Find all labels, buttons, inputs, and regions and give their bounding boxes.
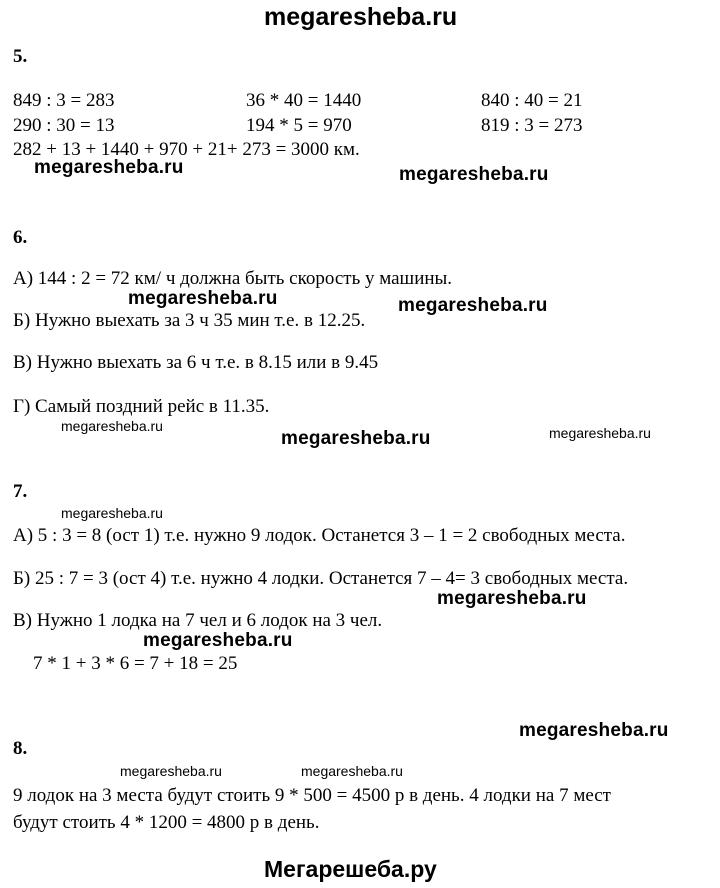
task-7-b: Б) 25 : 7 = 3 (ост 4) т.е. нужно 4 лодки. Останется 7 – 4= 3 свободных места. xyxy=(13,568,629,589)
task-5-r1c2: 36 * 40 = 1440 xyxy=(246,90,362,111)
task-7-a: А) 5 : 3 = 8 (ост 1) т.е. нужно 9 лодок. Останется 3 – 1 = 2 свободных места. xyxy=(13,525,626,546)
task-7-c: В) Нужно 1 лодка на 7 чел и 6 лодок на 3 чел. xyxy=(13,610,383,631)
task-8-line1: 9 лодок на 3 места будут стоить 9 * 500 = 4500 р в день. 4 лодки на 7 мест xyxy=(13,785,611,806)
watermark: megaresheba.ru xyxy=(281,428,431,449)
task-5-number: 5. xyxy=(13,46,28,67)
watermark: megaresheba.ru xyxy=(398,295,548,316)
task-5-r1c3: 840 : 40 = 21 xyxy=(481,90,583,111)
watermark: megaresheba.ru xyxy=(34,157,184,178)
site-header: megaresheba.ru xyxy=(264,3,458,31)
watermark: megaresheba.ru xyxy=(120,763,222,779)
task-6-b: Б) Нужно выехать за 3 ч 35 мин т.е. в 12.25. xyxy=(13,310,366,331)
watermark: megaresheba.ru xyxy=(143,630,293,651)
task-7-calc: 7 * 1 + 3 * 6 = 7 + 18 = 25 xyxy=(33,653,238,674)
task-6-number: 6. xyxy=(13,227,28,248)
task-6-d: Г) Самый поздний рейс в 11.35. xyxy=(13,396,270,417)
task-7-number: 7. xyxy=(13,481,28,502)
task-5-r2c3: 819 : 3 = 273 xyxy=(481,115,583,136)
watermark: megaresheba.ru xyxy=(549,425,651,441)
watermark: megaresheba.ru xyxy=(301,763,403,779)
task-6-c: В) Нужно выехать за 6 ч т.е. в 8.15 или в 9.45 xyxy=(13,352,379,373)
task-5-r1c1: 849 : 3 = 283 xyxy=(13,90,115,111)
task-5-r2c1: 290 : 30 = 13 xyxy=(13,115,115,136)
task-5-r2c2: 194 * 5 = 970 xyxy=(246,115,352,136)
watermark: megaresheba.ru xyxy=(437,588,587,609)
task-5-sum: 282 + 13 + 1440 + 970 + 21+ 273 = 3000 км. xyxy=(13,139,360,160)
task-8-line2: будут стоить 4 * 1200 = 4800 р в день. xyxy=(13,812,320,833)
watermark: megaresheba.ru xyxy=(519,720,669,741)
watermark: megaresheba.ru xyxy=(61,418,163,434)
watermark: megaresheba.ru xyxy=(128,288,278,309)
site-footer: Мегарешеба.ру xyxy=(264,856,437,882)
task-6-a: А) 144 : 2 = 72 км/ ч должна быть скорость у машины. xyxy=(13,268,453,289)
watermark: megaresheba.ru xyxy=(61,505,163,521)
watermark: megaresheba.ru xyxy=(399,164,549,185)
task-8-number: 8. xyxy=(13,738,28,759)
